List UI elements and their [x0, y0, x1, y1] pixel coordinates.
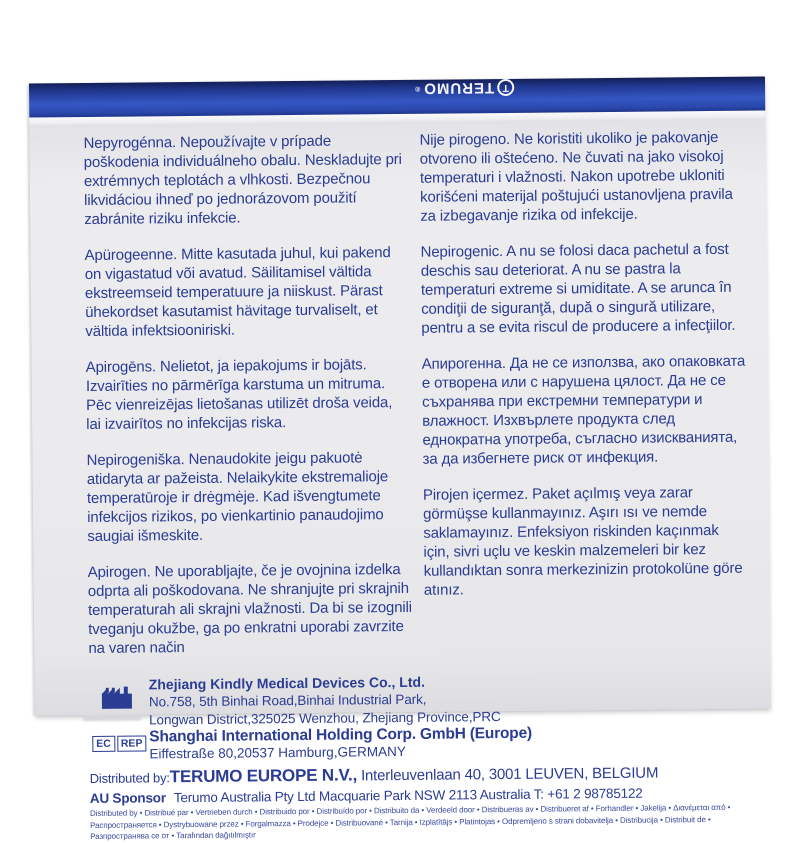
instruction-paragraph-sr: Nije pirogeno. Ne koristiti ukoliko je pakovanje otvoreno ili oštećeno. Ne čuvati na jako visokoj temperaturi i vlažnosti. Nakon upotrebe ukloniti korišćeni materijal poštujući ustanovljena pravila za izbegavanje rizika od infekcije.: [419, 128, 733, 225]
instruction-paragraph-ro: Nepirogenic. A nu se folosi daca pachetul a fost deschis sau deteriorat. A nu se pastra la temperaturi extreme si umiditate. A se arunca în condiţii de siguranţă, după o singură utilizare, pentru a se evita riscul de producere a infecţiilor.: [420, 240, 736, 337]
au-sponsor-label: AU Sponsor: [89, 790, 166, 806]
instructions-right-column: [419, 128, 748, 672]
printed-face: [29, 119, 771, 841]
distributor-label: Distributed by:: [89, 770, 170, 786]
terumo-logo-text: TERUMO: [423, 79, 495, 98]
manufacturer-address-2: Longwan District,325025 Wenzhou, Zhejiang Province,PRC: [149, 708, 501, 727]
ec-rep-symbol: [92, 732, 146, 752]
registered-trademark-symbol: ®: [415, 85, 421, 93]
rep-box: REP: [117, 735, 147, 751]
distributed-by-translations-1: Distributed by • Distribué par • Vertrieben durch • Distribuido por • Distribuído por • Distribuito da • Verdeeld door • Distribueras av • Distribueret af • Forhandler • Jakelija • Διανέμεται από •: [89, 802, 731, 818]
instruction-paragraph-lt: Nepirogeniška. Nenaudokite jeigu pakuotė atidaryta ar pažeista. Nelaikykite ekstremalioje temperatūroje ir drėgmėje. Kad išvengtumete infekcijos rizikos, po vienkartinio panaudojimo saugiai išmeskite.: [86, 449, 389, 546]
instruction-paragraph-sk: Nepyrogénna. Nepoužívajte v prípade poškodenia individuálneho obalu. Neskladujte pri extrémnych teplotách a vlhkosti. Bezpečnou likvidáciou ihneď po jednorázovom použití zabránite riziku infekcie.: [83, 132, 402, 229]
terumo-circle-t-icon: T: [497, 79, 514, 96]
manufacturer-address-1: No.758, 5th Binhai Road,Binhai Industrial Park,: [148, 691, 427, 710]
distributed-by-translations-3: Разпространява се от • Tarafından dağıtılmıştır: [90, 830, 256, 841]
distributor-line: [90, 762, 750, 788]
manufacturer-name: Zhejiang Kindly Medical Devices Co., Ltd.: [148, 673, 425, 693]
regulatory-block: [89, 671, 751, 843]
instruction-paragraph-bg: Апирогенна. Да не се използва, ако опаковката е отворена или с нарушена цялост. Да не се съхранява при екстремни температури и влажност. Изхвърлете продукта след еднократна употреба, съгласно изискванията, за да избегнете риск от инфекция.: [421, 352, 746, 468]
ec-box: EC: [92, 736, 115, 752]
instruction-paragraph-lv: Apirogēns. Nelietot, ja iepakojums ir bojāts. Izvairīties no pārmērīga karstuma un mitruma. Pēc vienreizējas lietošanas utilizēt droša veida, lai izvairītos no infekcijas riska.: [85, 356, 393, 434]
packaging-box: [29, 76, 771, 841]
manufacturer-row: [89, 671, 749, 729]
brand-band: [29, 76, 765, 117]
distributor-address: Interleuvenlaan 40, 3001 LEUVEN, BELGIUM: [356, 764, 659, 785]
distributed-by-translations-2: Распространяется • Dystrybuowane przez • Forgalmazza • Prodejce • Distribuované • Tarnija • Izplatītājs • Platintojas • Odpremljeno s strani dobavitelja • Distribucija • Distribuit de •: [90, 814, 711, 830]
ec-rep-row: [89, 723, 749, 763]
ec-rep-address: Eiffestraße 80,20537 Hamburg,GERMANY: [149, 743, 406, 762]
instruction-paragraph-sl: Apirogen. Ne uporabljajte, če je ovojnina izdelka odprta ali poškodovana. Ne shranjujte pri skrajnih temperaturah ali skrajni vlažnosti. Da bi se izognili tveganju okužbe, ga po enkratni uporabi zavrzite na varen način: [87, 561, 412, 658]
terumo-logo: [415, 76, 514, 101]
distributor-name: TERUMO EUROPE N.V.,: [169, 765, 358, 787]
instruction-columns: [83, 128, 748, 675]
au-sponsor-text: Terumo Australia Pty Ltd Macquarie Park NSW 2113 Australia T: +61 2 98785122: [173, 785, 643, 806]
instruction-paragraph-tr: Pirojen içermez. Paket açılmış veya zarar görmüşse kullanmayınız. Aşırı ısı ve nemde saklamayınız. Enfeksiyon riskinden kaçınmak için, sivri uçlu ve keskin malzemeleri bir kez kullandıktan sonra merkezinizin protokolüne göre atınız.: [422, 484, 743, 599]
factory-icon: [98, 681, 140, 711]
instruction-paragraph-et: Apürogeenne. Mitte kasutada juhul, kui pakend on vigastatud või avatud. Säilitamisel vältida ekstreemseid temperatuure ja niiskust. Pärast ühekordset kasutamist hävitage turvaliselt, et vältida infektsiooniriski.: [84, 244, 391, 341]
instructions-left-column: [83, 131, 412, 675]
ec-rep-name: Shanghai International Holding Corp. GmbH (Europe): [149, 724, 532, 746]
